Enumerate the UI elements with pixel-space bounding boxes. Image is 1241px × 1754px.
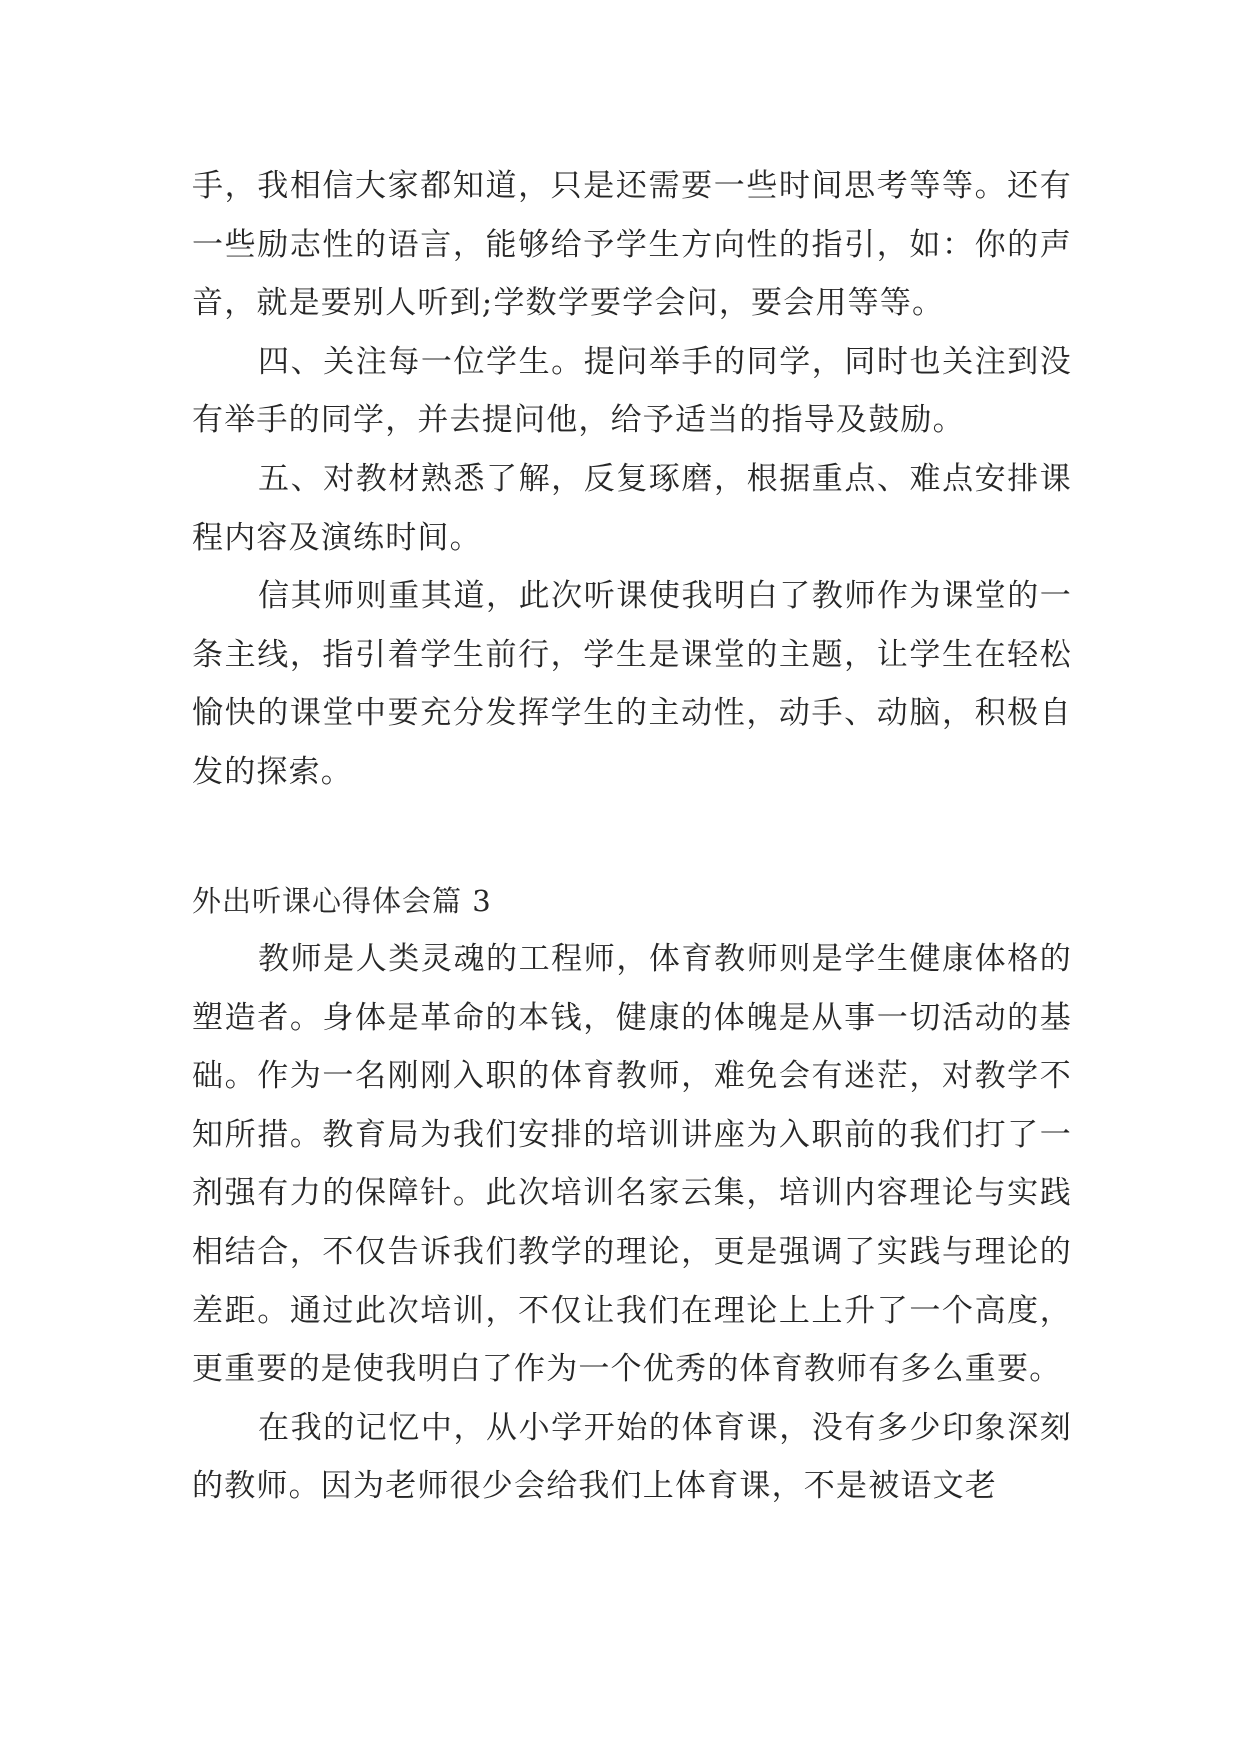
section-heading: 外出听课心得体会篇 3 — [192, 884, 492, 918]
text-block-bottom — [192, 930, 1072, 1516]
paragraph-training: 教师是人类灵魂的工程师，体育教师则是学生健康体格的塑造者。身体是革命的本钱，健康的体魄是从事一切活动的基础。作为一名刚刚入职的体育教师，难免会有迷茫，对教学不知所措。教育局为我们安排的培训讲座为入职前的我们打了一剂强有力的保障针。此次培训名家云集，培训内容理论与实践相结合，不仅告诉我们教学的理论，更是强调了实践与理论的差距。通过此次培训，不仅让我们在理论上上升了一个高度，更重要的是使我明白了作为一个优秀的体育教师有多么重要。 — [192, 941, 1072, 1388]
paragraph-memory: 在我的记忆中，从小学开始的体育课，没有多少印象深刻的教师。因为老师很少会给我们上体育课，不是被语文老 — [192, 1409, 1072, 1505]
text-block-top — [192, 157, 1072, 802]
paragraph-conclusion: 信其师则重其道，此次听课使我明白了教师作为课堂的一条主线，指引着学生前行，学生是课堂的主题，让学生在轻松愉快的课堂中要充分发挥学生的主动性，动手、动脑，积极自发的探索。 — [192, 578, 1072, 790]
paragraph-continued: 手，我相信大家都知道，只是还需要一些时间思考等等。还有一些励志性的语言，能够给予学生方向性的指引，如：你的声音，就是要别人听到;学数学要学会问，要会用等等。 — [192, 168, 1072, 322]
paragraph-point-five: 五、对教材熟悉了解，反复琢磨，根据重点、难点安排课程内容及演练时间。 — [192, 460, 1072, 556]
paragraph-point-four: 四、关注每一位学生。提问举手的同学，同时也关注到没有举手的同学，并去提问他，给予适当的指导及鼓励。 — [192, 343, 1072, 439]
